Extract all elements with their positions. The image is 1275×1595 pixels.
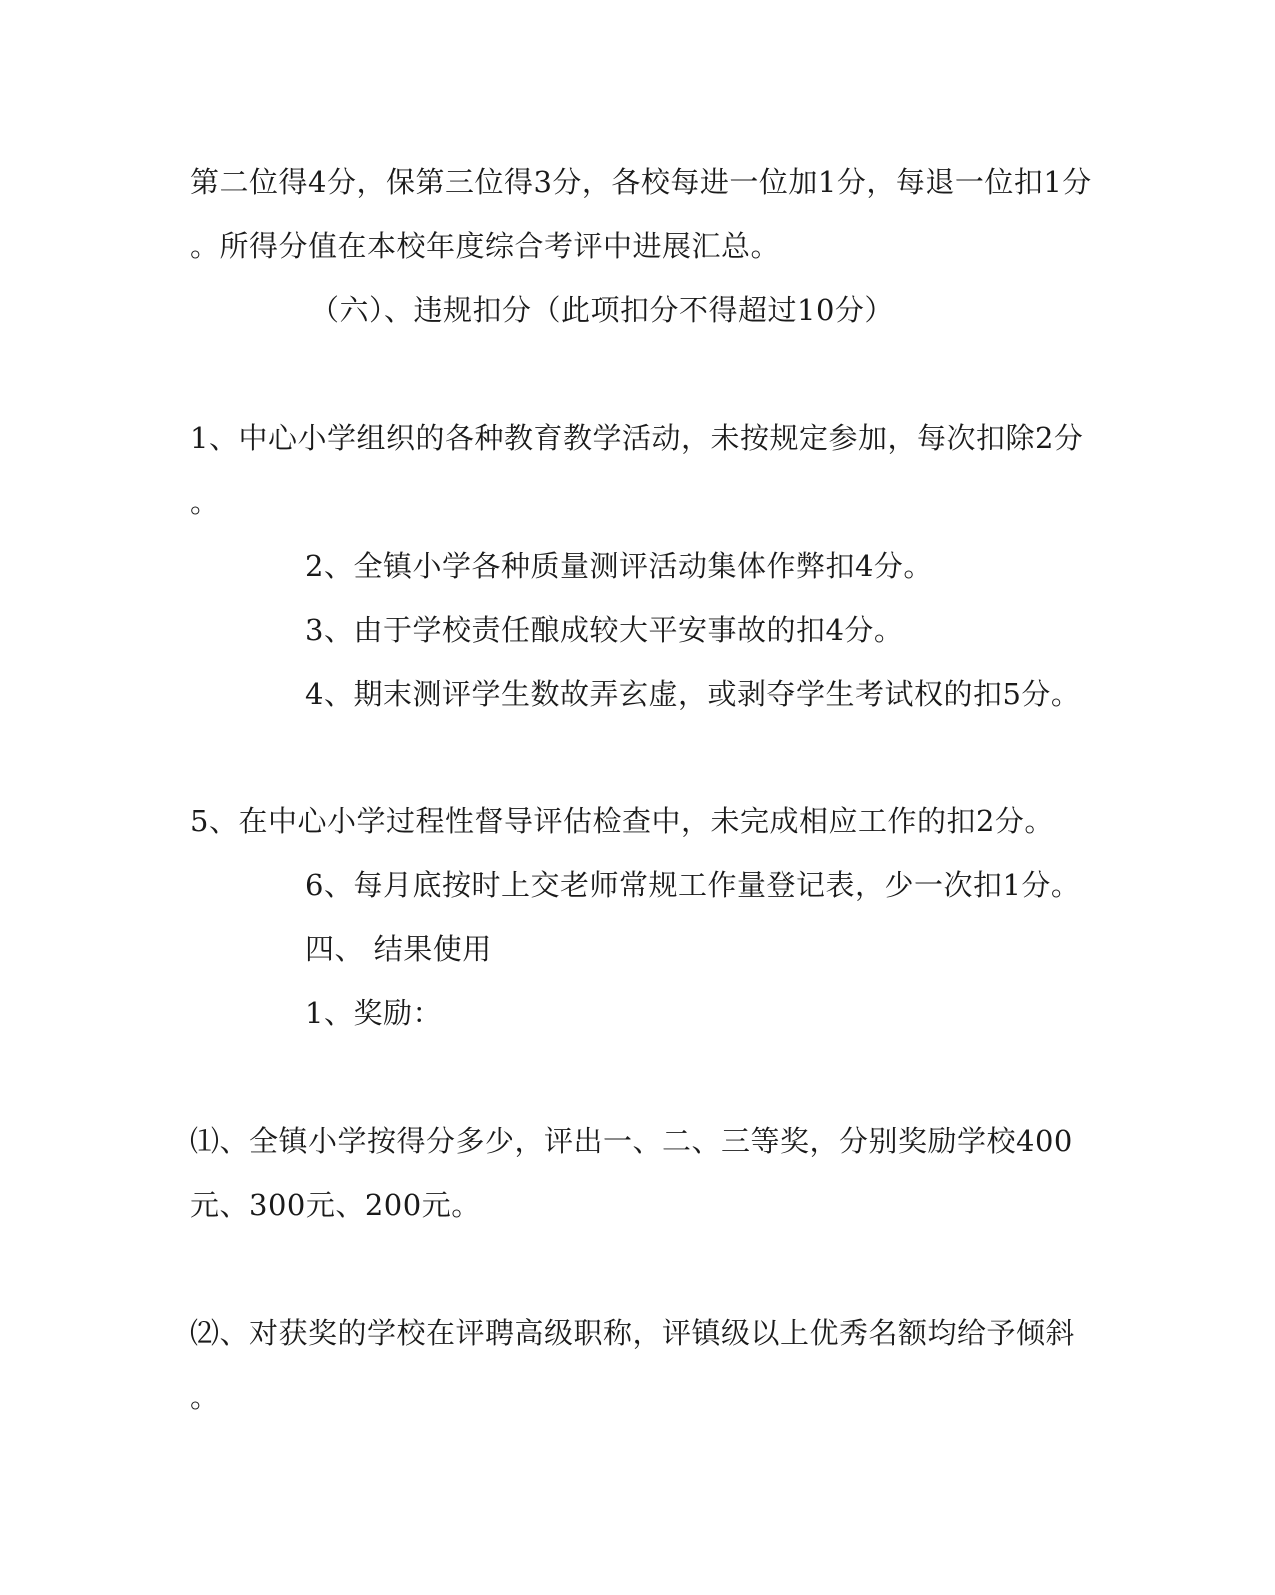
- item-1-line-2: 。: [190, 485, 220, 519]
- section-6-heading: （六）、违规扣分（此项扣分不得超过10分）: [310, 293, 894, 327]
- reward-2-line-2: 。: [190, 1380, 220, 1414]
- paragraph-1-line-1: 第二位得4分，保第三位得3分，各校每进一位加1分，每退一位扣1分: [190, 165, 1092, 199]
- reward-2-line-1: ⑵、对获奖的学校在评聘高级职称，评镇级以上优秀名额均给予倾斜: [190, 1316, 1076, 1350]
- reward-1-line-1: ⑴、全镇小学按得分多少，评出一、二、三等奖，分别奖励学校400: [190, 1124, 1073, 1158]
- item-4: 4、期末测评学生数故弄玄虚，或剥夺学生考试权的扣5分。: [305, 677, 1081, 711]
- item-2: 2、全镇小学各种质量测评活动集体作弊扣4分。: [305, 549, 933, 583]
- section-4-heading: 四、 结果使用: [305, 932, 492, 966]
- item-6: 6、每月底按时上交老师常规工作量登记表，少一次扣1分。: [305, 868, 1081, 902]
- item-3: 3、由于学校责任酿成较大平安事故的扣4分。: [305, 613, 904, 647]
- item-5: 5、在中心小学过程性督导评估检查中，未完成相应工作的扣2分。: [190, 804, 1054, 838]
- item-1-line-1: 1、中心小学组织的各种教育教学活动，未按规定参加，每次扣除2分: [190, 421, 1084, 455]
- reward-1-line-2: 元、300元、200元。: [190, 1188, 481, 1222]
- reward-heading: 1、奖励：: [305, 996, 442, 1030]
- paragraph-1-line-2: 。所得分值在本校年度综合考评中进展汇总。: [190, 229, 781, 263]
